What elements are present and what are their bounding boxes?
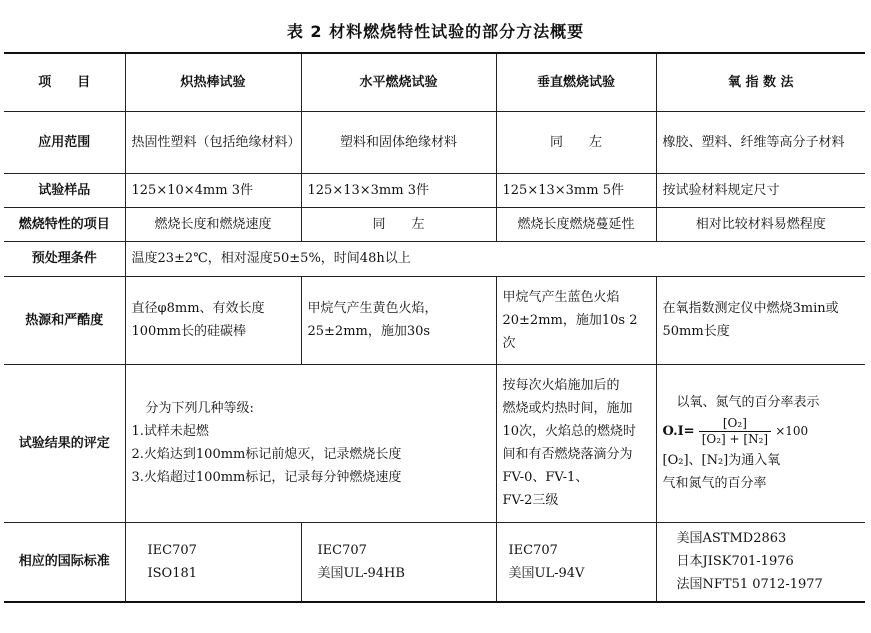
standard-item: ISO181 <box>147 565 198 581</box>
row-heat-source <box>4 276 865 364</box>
oxygen-note: 气和氮气的百分率 <box>662 476 767 491</box>
eval-line: 分为下列几种等级: <box>145 401 254 416</box>
row-evaluation <box>4 364 865 522</box>
cell <box>656 364 865 522</box>
eval-line: 间和有否燃烧落滴分为 <box>502 447 633 462</box>
row-standards <box>4 522 865 602</box>
eval-line: 2.火焰达到100mm标记前熄灭，记录燃烧长度 <box>131 447 402 462</box>
cell <box>301 522 496 602</box>
eval-line: 10次，火焰总的燃烧时 <box>502 424 637 439</box>
standard-item: IEC707 <box>147 542 197 558</box>
header-vertical: 垂直燃烧试验 <box>496 53 656 111</box>
row-label: 试验结果的评定 <box>4 364 125 522</box>
cell: 125×13×3mm 5件 <box>496 173 656 207</box>
cell: 热固性塑料（包括绝缘材料） <box>125 111 301 173</box>
cell <box>656 522 865 602</box>
method-summary-table <box>4 52 865 603</box>
header-oxygen-index: 氧 指 数 法 <box>656 53 865 111</box>
standard-item: IEC707 <box>317 542 367 558</box>
row-label: 应用范围 <box>4 111 125 173</box>
cell: 在氧指数测定仪中燃烧3min或50mm长度 <box>656 276 865 364</box>
row-sample <box>4 173 865 207</box>
row-scope <box>4 111 865 173</box>
table-title: 表 2 材料燃烧特性试验的部分方法概要 <box>286 22 585 41</box>
header-horizontal: 水平燃烧试验 <box>301 53 496 111</box>
standard-item: 法国NFT51 0712-1977 <box>676 577 823 593</box>
eval-line: 3.火焰超过100mm标记，记录每分钟燃烧速度 <box>131 470 402 485</box>
formula-factor: ×100 <box>775 424 809 438</box>
cell <box>496 522 656 602</box>
cell: 同 左 <box>301 207 496 241</box>
standard-item: 日本JISK701-1976 <box>676 554 794 570</box>
cell: 同 左 <box>496 111 656 173</box>
cell: 燃烧长度燃烧蔓延性 <box>496 207 656 241</box>
cell: 塑料和固体绝缘材料 <box>301 111 496 173</box>
row-label: 热源和严酷度 <box>4 276 125 364</box>
cell <box>125 364 496 522</box>
table-header-row <box>4 53 865 111</box>
cell: 125×10×4mm 3件 <box>125 173 301 207</box>
row-label: 燃烧特性的项目 <box>4 207 125 241</box>
header-glow-wire: 炽热棒试验 <box>125 53 301 111</box>
cell <box>125 522 301 602</box>
row-label: 试验样品 <box>4 173 125 207</box>
standard-item: 美国UL-94V <box>508 565 585 581</box>
header-item: 项 目 <box>4 53 125 111</box>
row-items <box>4 207 865 241</box>
oxygen-intro: 以氧、氮气的百分率表示 <box>676 395 820 410</box>
cell <box>496 364 656 522</box>
standard-item: IEC707 <box>508 542 558 558</box>
formula-denominator: [O₂] + [N₂] <box>701 432 769 446</box>
eval-line: 1.试样未起燃 <box>131 424 209 439</box>
standard-item: 美国ASTMD2863 <box>676 531 787 547</box>
row-label: 相应的国际标准 <box>4 522 125 602</box>
cell: 橡胶、塑料、纤维等高分子材料 <box>656 111 865 173</box>
cell: 甲烷气产生黄色火焰，25±2mm，施加30s <box>301 276 496 364</box>
eval-line: FV-0、FV-1、 <box>502 470 589 485</box>
cell: 125×13×3mm 3件 <box>301 173 496 207</box>
cell: 甲烷气产生蓝色火焰20±2mm，施加10s 2次 <box>496 276 656 364</box>
cell: 相对比较材料易燃程度 <box>656 207 865 241</box>
oxygen-note: [O₂]、[N₂]为通入氧 <box>662 453 781 468</box>
eval-line: 燃烧或灼热时间，施加 <box>502 401 633 416</box>
formula-lhs: O.I= <box>662 424 695 439</box>
row-precondition <box>4 241 865 276</box>
cell: 直径φ8mm、有效长度100mm长的硅碳棒 <box>125 276 301 364</box>
oxygen-index-formula <box>663 414 860 449</box>
cell: 温度23±2℃，相对湿度50±5%，时间48h以上 <box>125 241 865 276</box>
cell: 燃烧长度和燃烧速度 <box>125 207 301 241</box>
eval-line: FV-2三级 <box>502 493 559 508</box>
formula-numerator: [O₂] <box>699 416 771 432</box>
eval-line: 按每次火焰施加后的 <box>502 378 620 393</box>
row-label: 预处理条件 <box>4 241 125 276</box>
formula-fraction <box>699 416 771 447</box>
standard-item: 美国UL-94HB <box>317 565 405 581</box>
cell: 按试验材料规定尺寸 <box>656 173 865 207</box>
